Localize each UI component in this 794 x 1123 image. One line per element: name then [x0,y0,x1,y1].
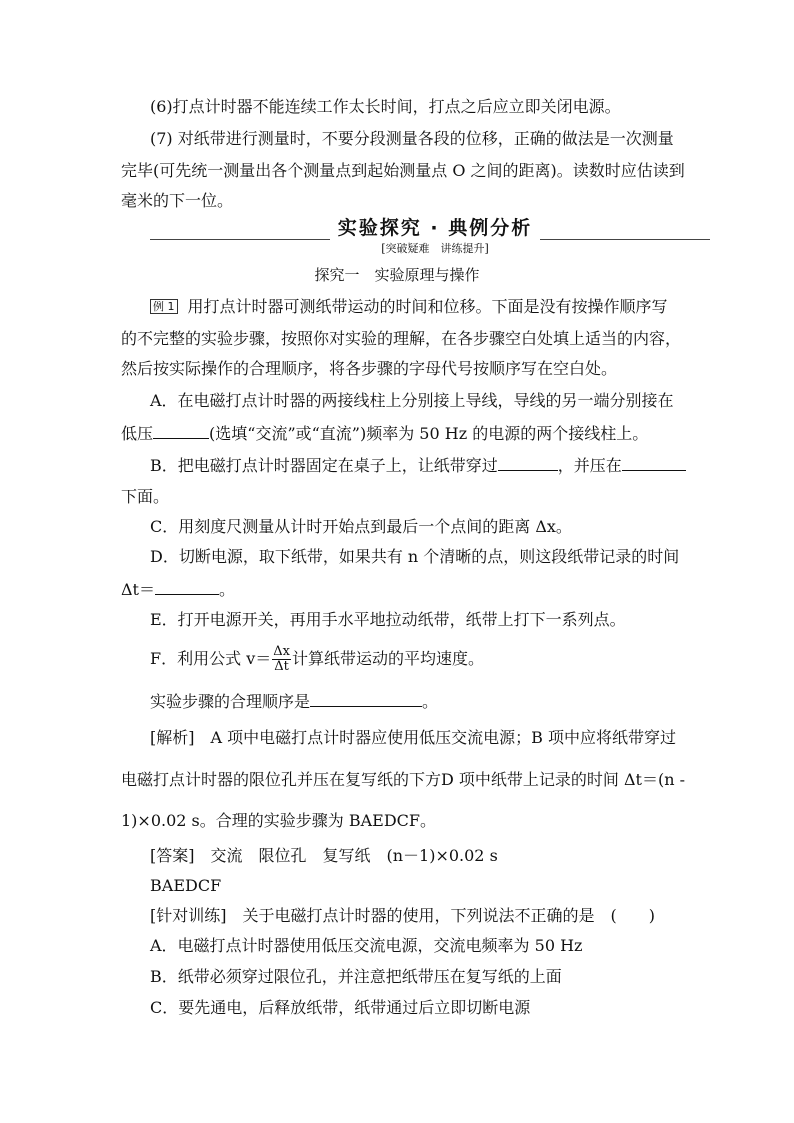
step-a-line-2 [121,423,648,444]
example-line-3: 然后按实际操作的合理顺序，将各步骤的字母代号按顺序写在空白处。 [121,359,618,378]
blank-d [155,579,219,595]
step-f-pre: F．利用公式 v＝ [150,649,272,668]
step-a-post: (选填“交流”或“直流”)频率为 50 Hz 的电源的两个接线柱上。 [209,424,649,443]
step-e: E．打开电源开关，再用手水平地拉动纸带，纸带上打下一系列点。 [150,610,626,629]
blank-b1 [498,455,558,471]
answer-line-2: BAEDCF [150,876,222,895]
training-option-c: C．要先通电，后释放纸带，纸带通过后立即切断电源 [150,998,531,1017]
banner-title: 实验探究 · 典例分析 [330,216,540,240]
fraction-numerator: Δx [273,644,290,659]
order-pre: 实验步骤的合理顺序是 [150,692,311,711]
example-badge: 例 1 [150,299,178,314]
step-f-post: 计算纸带运动的平均速度。 [291,649,484,668]
step-d-pre: Δt＝ [121,580,155,599]
order-line [150,691,438,712]
step-d-post: 。 [219,580,236,599]
note-7-line-3: 毫米的下一位。 [121,191,234,210]
step-c: C．用刻度尺测量从计时开始点到最后一个点间的距离 Δx。 [150,517,572,536]
blank-order [310,691,422,707]
step-b-mid: ，并压在 [557,456,622,475]
answer-line-1: [答案] 交流 限位孔 复写纸 (n－1)×0.02 s [150,846,498,865]
blank-a [153,423,209,439]
step-b-line-2: 下面。 [121,487,170,506]
analysis-line-1: [解析] A 项中电磁打点计时器应使用低压交流电源；B 项中应将纸带穿过 [150,728,676,747]
order-post: 。 [422,692,439,711]
step-a-line-1: A．在电磁打点计时器的两接线柱上分别接上导线，导线的另一端分别接在 [150,391,674,410]
training-option-b: B．纸带必须穿过限位孔，并注意把纸带压在复写纸的上面 [150,967,562,986]
step-d-line-1: D．切断电源，取下纸带，如果共有 n 个清晰的点，则这段纸带记录的时间 [150,547,680,566]
banner-subtitle: [突破疑难 讲练提升] [381,242,489,255]
step-f [150,645,484,674]
velocity-fraction [272,645,291,674]
example-line-2: 的不完整的实验步骤，按照你对实验的理解，在各步骤空白处填上适当的内容， [121,329,682,348]
training-option-a: A．电磁打点计时器使用低压交流电源，交流电频率为 50 Hz [150,936,583,955]
fraction-denominator: Δt [274,659,289,674]
example-line-1 [150,297,668,317]
training-question: [针对训练] 关于电磁打点计时器的使用，下列说法不正确的是 ( ) [150,906,655,925]
step-b-pre: B．把电磁打点计时器固定在桌子上，让纸带穿过 [150,456,498,475]
analysis-line-3: 1)×0.02 s。合理的实验步骤为 BAEDCF。 [121,811,437,830]
step-b-line-1 [150,455,686,476]
note-7-line-1: (7) 对纸带进行测量时，不要分段测量各段的位移，正确的做法是一次测量 [150,129,674,148]
note-6: (6)打点计时器不能连续工作太长时间，打点之后应立即关闭电源。 [150,97,621,116]
blank-b2 [622,455,686,471]
section-title: 探究一 实验原理与操作 [314,266,480,284]
analysis-line-2: 电磁打点计时器的限位孔并压在复写纸的下方D 项中纸带上记录的时间 Δt＝(n - [121,770,686,789]
note-7-line-2: 完毕(可先统一测量出各个测量点到起始测量点 O 之间的距离)。读数时应估读到 [121,161,685,180]
step-a-pre: 低压 [121,424,154,443]
example-text: 用打点计时器可测纸带运动的时间和位移。下面是没有按操作顺序写 [187,297,668,316]
step-d-line-2 [121,579,235,600]
